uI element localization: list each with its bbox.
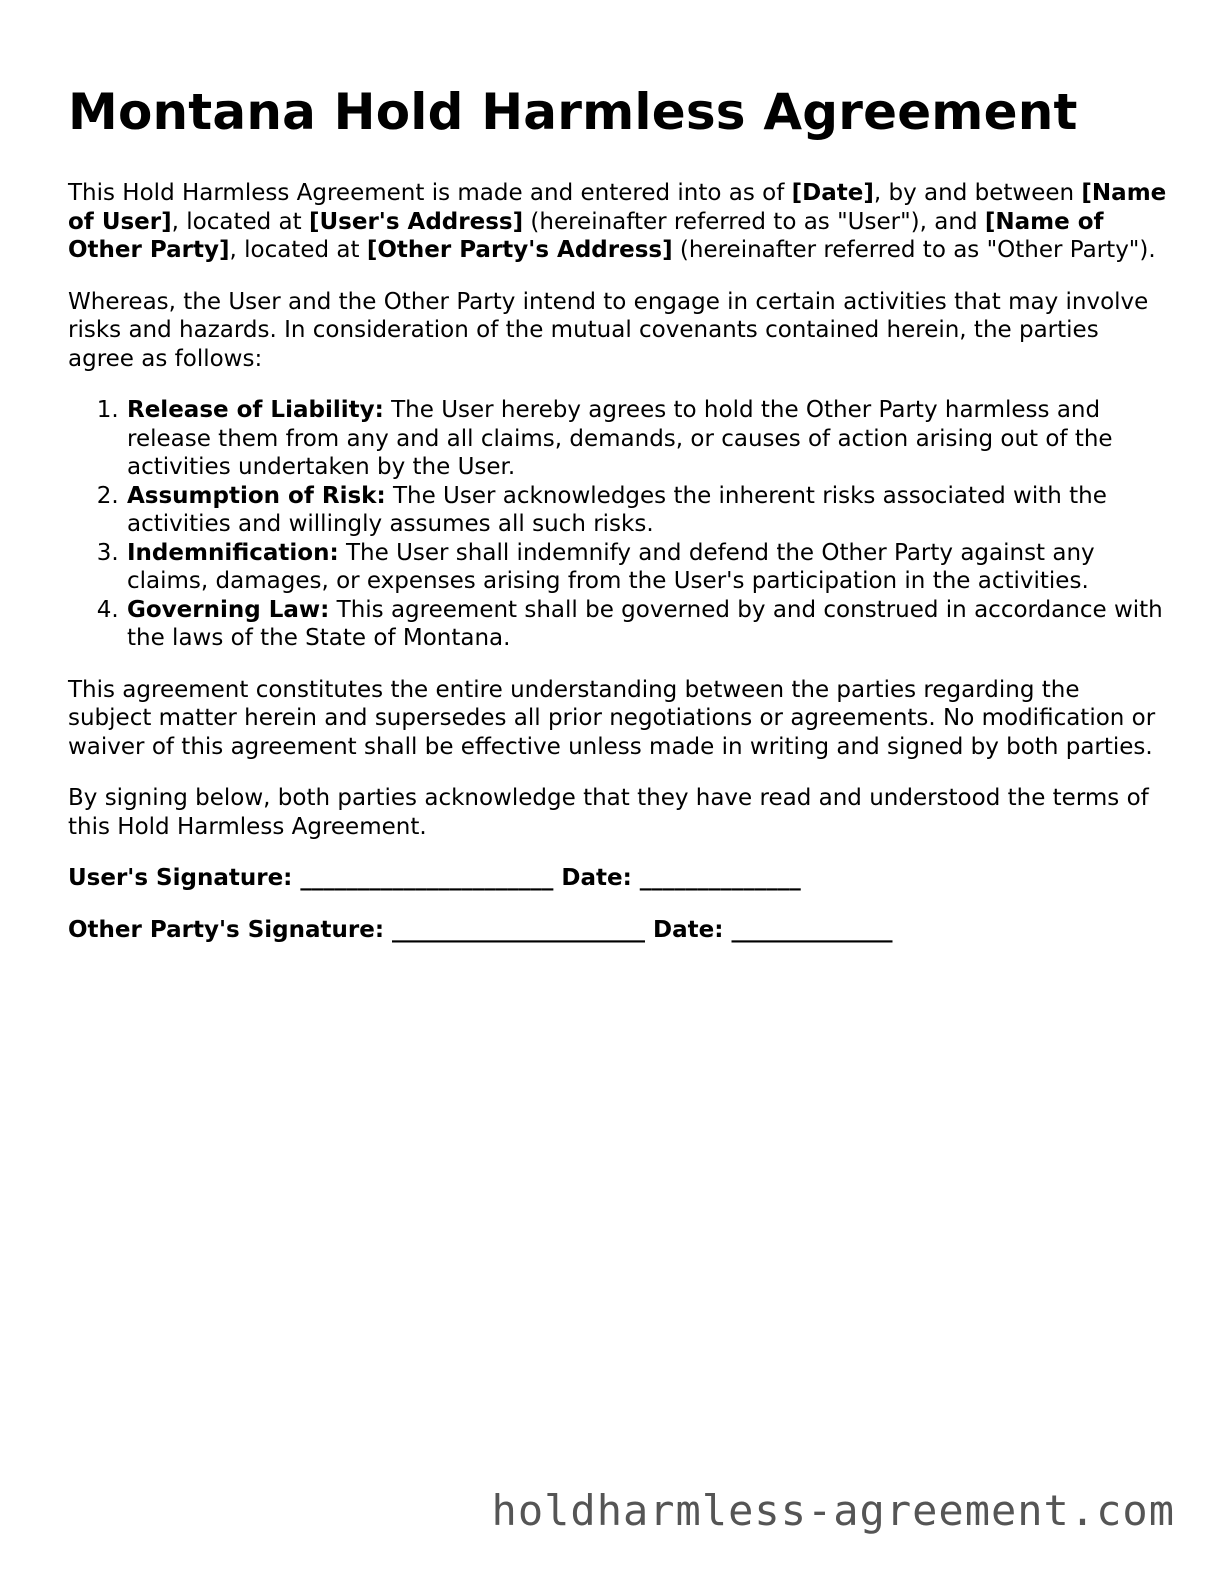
intro-text-5: , located at bbox=[229, 237, 367, 263]
clause-heading: Assumption of Risk: bbox=[127, 482, 386, 509]
clause-text: The User hereby agrees to hold the Other Party harmless and release them from any and all claims, demands, or causes of action arising out of the activities undertaken by the User. bbox=[127, 397, 1113, 480]
clause-heading: Indemnification: bbox=[127, 539, 339, 566]
other-party-address-placeholder: [Other Party's Address] bbox=[366, 237, 673, 263]
intro-text-3: , located at bbox=[171, 208, 309, 235]
date-placeholder: [Date] bbox=[791, 180, 874, 206]
other-party-signature-line: Other Party's Signature: ______________________ Date: ______________ bbox=[68, 916, 893, 943]
clause-indemnification bbox=[126, 539, 1168, 596]
user-signature-line: User's Signature: ______________________ Date: ______________ bbox=[68, 865, 801, 891]
entire-agreement-paragraph: This agreement constitutes the entire understanding between the parties regarding the subject matter herein and supersedes all prior negotiations or agreements. No modification or waiver of this agreement shall be effective unless made in writing and signed by both parties. bbox=[68, 676, 1156, 760]
clauses-list bbox=[68, 396, 1168, 653]
intro-text-2: , by and between bbox=[873, 180, 1082, 206]
intro-text-4: (hereinafter referred to as "User"), and bbox=[523, 208, 985, 235]
acknowledgement-paragraph: By signing below, both parties acknowledge that they have read and understood the terms of this Hold Harmless Agreement. bbox=[68, 785, 1149, 840]
user-address-placeholder: [User's Address] bbox=[308, 208, 524, 235]
document-title: Montana Hold Harmless Agreement bbox=[68, 83, 1078, 141]
clause-heading: Governing Law: bbox=[127, 596, 330, 623]
intro-text-1: This Hold Harmless Agreement is made and entered into as of bbox=[68, 180, 792, 206]
other-party-name-placeholder: [Name of Other Party] bbox=[68, 208, 1104, 263]
clause-governing-law bbox=[126, 596, 1168, 653]
whereas-paragraph: Whereas, the User and the Other Party intend to engage in certain activities that may involve risks and hazards. In consideration of the mutual covenants contained herein, the parties agree as follows: bbox=[68, 288, 1149, 372]
site-watermark: holdharmless-agreement.com bbox=[491, 1486, 1175, 1535]
user-name-placeholder: [Name of User] bbox=[68, 180, 1167, 235]
clause-heading: Release of Liability: bbox=[127, 397, 384, 423]
clause-release-of-liability bbox=[126, 396, 1168, 482]
clause-text: The User acknowledges the inherent risks associated with the activities and willingly assumes all such risks. bbox=[127, 482, 1107, 537]
clause-text: The User shall indemnify and defend the Other Party against any claims, damages, or expenses arising from the User's participation in the activities. bbox=[127, 539, 1095, 594]
clause-text: This agreement shall be governed by and construed in accordance with the laws of the State of Montana. bbox=[127, 596, 1163, 651]
intro-text-6: (hereinafter referred to as "Other Party"). bbox=[672, 237, 1156, 263]
intro-paragraph bbox=[68, 179, 1168, 265]
agreement-document bbox=[68, 82, 1168, 967]
clause-assumption-of-risk bbox=[126, 482, 1168, 539]
